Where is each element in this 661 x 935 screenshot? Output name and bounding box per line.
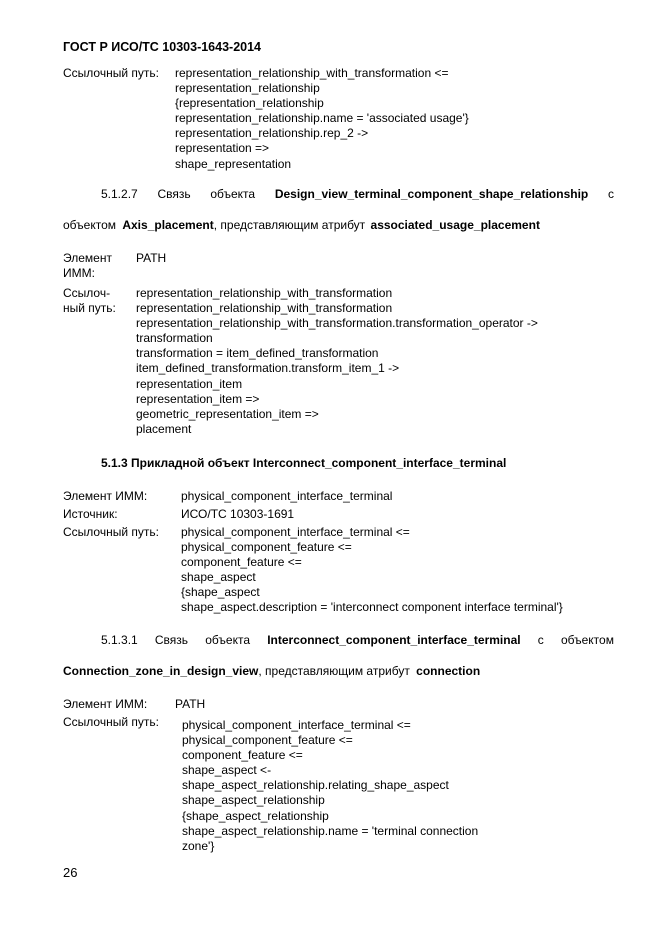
attribute-name: connection [416,664,481,678]
section-heading-5-1-3-1-line2 [63,664,480,679]
section-number: 5.1.3.1 [101,633,138,647]
element-label: Элемент [63,251,112,265]
path-line: transformation = item_defined_transformation [136,346,379,361]
path-line: shape_aspect <- [182,763,272,778]
section-heading-5-1-2-7-line2 [63,218,540,233]
reference-path-block-3 [181,525,563,616]
path-line: shape_aspect.description = 'interconnect component interface terminal'} [181,600,563,615]
section-word: с [608,187,614,201]
path-line: zone'} [182,838,215,853]
section-text: , представляющим атрибут [258,664,410,678]
path-line: component_feature <= [181,555,302,570]
path-line: representation_relationship [175,81,320,96]
element-label: Элемент ИММ: [63,697,148,711]
path-line: shape_aspect_relationship.relating_shape_aspect [182,778,449,793]
section-word: объекта [205,633,250,647]
section-word: объекта [210,187,256,201]
path-line: physical_component_interface_terminal <= [182,718,411,732]
section-heading-5-1-3: 5.1.3 Прикладной объект Interconnect_component_interface_terminal [101,456,507,470]
path-line: physical_component_interface_terminal <= [181,525,410,539]
path-line: {shape_aspect_relationship [182,808,329,823]
path-line: shape_aspect [181,570,256,585]
path-line: component_feature <= [182,748,303,763]
path-line: representation_item => [136,391,260,406]
entity-name: Interconnect_component_interface_terminal [267,633,521,647]
element-value: PATH [175,697,206,711]
entity-name: Design_view_terminal_component_shape_relationship [274,187,589,201]
element-label: ИММ: [63,266,95,280]
section-word: Связь [154,633,189,647]
element-value: physical_component_interface_terminal [181,489,393,503]
source-value: ИСО/ТС 10303-1691 [181,507,295,521]
reference-path-block-4 [182,718,478,854]
path-line: shape_aspect_relationship [182,793,325,808]
path-line: representation_relationship_with_transformation [136,301,393,316]
path-line: shape_representation [175,156,292,171]
entity-name: Connection_zone_in_design_view [63,664,259,678]
page-number: 26 [63,865,78,880]
path-line: {representation_relationship [175,96,324,111]
entity-name: Axis_placement [122,218,214,232]
source-label: Источник: [63,507,118,521]
path-line: representation_relationship_with_transformation <= [175,66,449,80]
path-line: physical_component_feature <= [181,540,352,555]
reference-path-label: ный путь: [63,301,116,315]
reference-path-label: Ссылочный путь: [63,525,159,539]
reference-path-label: Ссылочный путь: [63,66,159,80]
path-line: physical_component_feature <= [182,733,353,748]
reference-path-label: Ссылоч- [63,286,111,300]
path-line: {shape_aspect [181,585,260,600]
attribute-name: associated_usage_placement [370,218,540,232]
reference-path-block-2 [136,286,538,437]
path-line: item_defined_transformation.transform_item_1 -> [136,361,400,376]
path-line: placement [136,421,192,436]
section-heading-5-1-3-1 [101,633,614,648]
section-text: , представляющим атрибут [213,218,366,232]
section-number: 5.1.2.7 [101,187,138,201]
element-value: PATH [136,251,167,265]
element-label: Элемент ИММ: [63,489,148,503]
path-line: geometric_representation_item => [136,406,319,421]
path-line: representation_item [136,376,243,391]
section-heading-5-1-2-7 [101,187,614,202]
path-line: representation_relationship.rep_2 -> [175,126,369,141]
path-line: transformation [136,331,213,346]
document-header: ГОСТ Р ИСО/ТС 10303-1643-2014 [63,40,262,54]
section-word: Связь [157,187,191,201]
section-word: объектом [560,633,614,647]
path-line: representation_relationship_with_transformation [136,286,393,300]
reference-path-block-1 [175,66,469,172]
path-line: representation_relationship.name = 'associated usage'} [175,111,469,126]
reference-path-label: Ссылочный путь: [63,715,159,729]
section-word: объектом [63,218,116,232]
path-line: representation_relationship_with_transformation.transformation_operator -> [136,316,538,331]
section-word: с [537,633,544,647]
path-line: shape_aspect_relationship.name = 'terminal connection [182,823,479,838]
path-line: representation => [175,141,270,156]
